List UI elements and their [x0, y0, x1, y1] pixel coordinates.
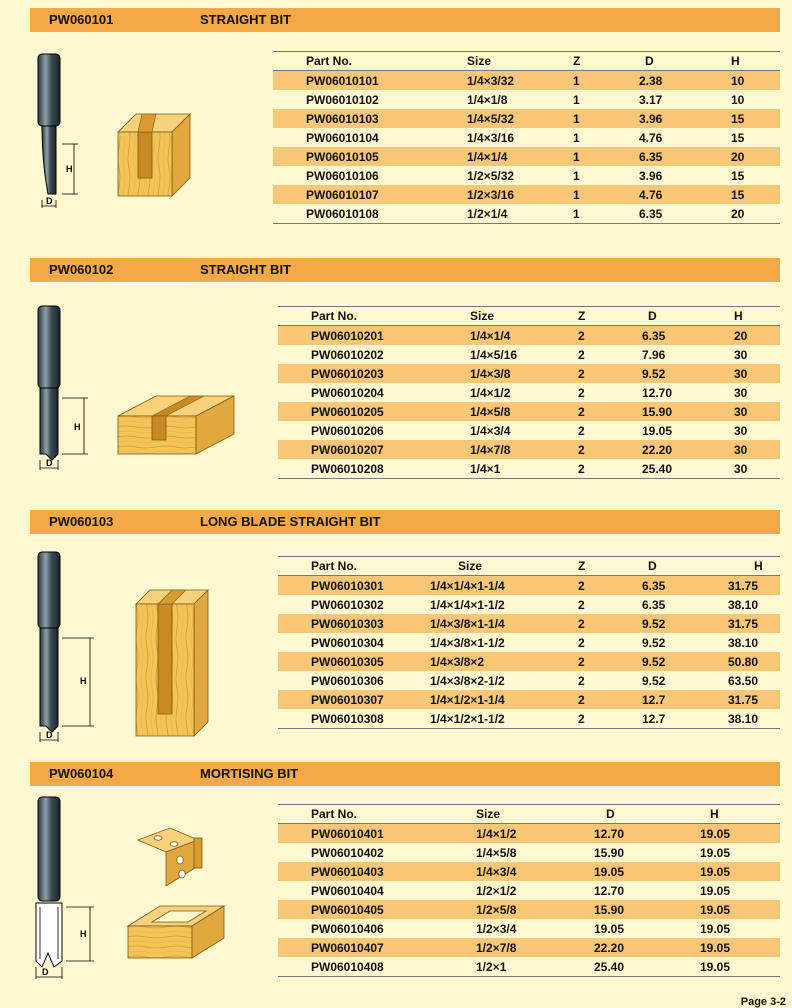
- cell-z: 2: [578, 709, 642, 729]
- product-title: STRAIGHT BIT: [200, 262, 291, 277]
- product-title: MORTISING BIT: [200, 766, 299, 781]
- cell-z: 1: [573, 92, 580, 107]
- h-label: H: [80, 676, 87, 686]
- cell-z: 1: [573, 147, 639, 166]
- cell-z: 1: [573, 204, 639, 224]
- cell-size: 1/4×1/2: [476, 824, 594, 844]
- section-header: [30, 510, 780, 534]
- cell-d: 3.96: [639, 168, 663, 183]
- bit-shank: [38, 552, 60, 628]
- cell-size: 1/4×3/16: [467, 130, 515, 145]
- col-part-no: Part No.: [273, 52, 445, 71]
- cell-part-no: PW06010103: [273, 109, 445, 128]
- bit-shank: [38, 54, 60, 126]
- col-size: Size: [476, 805, 594, 824]
- table-row: [278, 881, 780, 900]
- cell-size: 1/4×1/4: [445, 147, 573, 166]
- cell-z: 1: [573, 130, 580, 145]
- cell-h: 19.05: [700, 862, 780, 881]
- cell-d: 22.20: [594, 938, 700, 957]
- cell-z: 1: [573, 168, 580, 183]
- cell-size: 1/4×5/8: [476, 845, 517, 860]
- cell-h: 31.75: [728, 576, 780, 596]
- cell-d: 19.05: [594, 921, 625, 936]
- cell-z: 1: [573, 109, 639, 128]
- cell-d: 25.40: [642, 459, 728, 479]
- cell-d: 6.35: [639, 147, 725, 166]
- col-d: D: [594, 805, 700, 824]
- col-h: H: [725, 52, 780, 71]
- cell-part-no: PW06010405: [278, 900, 476, 919]
- d-label: D: [46, 458, 53, 468]
- cell-z: 2: [578, 576, 642, 596]
- cell-size: 1/2×3/16: [445, 185, 573, 204]
- col-part-no: Part No.: [278, 557, 426, 576]
- col-d: D: [639, 52, 725, 71]
- bit-cutter: [40, 628, 58, 732]
- table-row: [278, 614, 780, 633]
- cell-d: 4.76: [639, 185, 725, 204]
- mortising-bit-diagram: [28, 795, 108, 985]
- cell-size: 1/2×1/2: [476, 883, 517, 898]
- section-header: [30, 8, 780, 32]
- d-label: D: [46, 730, 53, 740]
- table-header-row: [278, 557, 780, 576]
- cell-part-no: PW06010408: [278, 957, 476, 977]
- cell-z: 2: [578, 385, 585, 400]
- cell-z: 2: [578, 440, 642, 459]
- table-row: [278, 652, 780, 671]
- cell-size: 1/2×5/32: [467, 168, 515, 183]
- deep-groove-workpiece-illustration: [134, 588, 210, 738]
- table-row: [278, 938, 780, 957]
- cell-d: 15.90: [594, 845, 625, 860]
- spec-table: [273, 51, 780, 224]
- bit-cutter: [40, 388, 58, 460]
- cell-z: 2: [578, 597, 585, 612]
- cell-part-no: PW06010407: [278, 938, 476, 957]
- table-row: [278, 919, 780, 938]
- cell-part-no: PW06010304: [311, 635, 384, 650]
- table-header-row: [278, 307, 780, 326]
- table-row: [278, 576, 780, 596]
- cell-size: 1/4×3/8×2: [426, 652, 578, 671]
- table-row: [278, 421, 780, 440]
- cell-z: 2: [578, 673, 585, 688]
- table-row: [278, 843, 780, 862]
- col-size: Size: [448, 307, 578, 326]
- cell-h: 20: [725, 204, 780, 224]
- h-label: H: [66, 164, 73, 174]
- cell-d: 12.70: [642, 385, 673, 400]
- table-row: [278, 326, 780, 346]
- cell-z: 2: [578, 652, 642, 671]
- col-z: Z: [573, 52, 639, 71]
- cell-h: 30: [728, 364, 780, 383]
- cell-h: 19.05: [700, 921, 731, 936]
- cell-part-no: PW06010302: [311, 597, 384, 612]
- cell-d: 9.52: [642, 635, 666, 650]
- cell-part-no: PW06010301: [278, 576, 426, 596]
- long-blade-bit-diagram: [28, 550, 103, 745]
- cell-d: 3.17: [639, 92, 663, 107]
- cell-z: 2: [578, 690, 642, 709]
- d-label: D: [42, 967, 49, 977]
- cell-d: 15.90: [642, 402, 728, 421]
- cell-d: 9.52: [642, 614, 728, 633]
- cell-h: 19.05: [700, 883, 731, 898]
- section-header: [30, 762, 780, 786]
- table-row: [273, 90, 780, 109]
- col-size: Size: [445, 52, 573, 71]
- cell-part-no: PW06010208: [278, 459, 448, 479]
- straight-bit-diagram: [28, 304, 98, 474]
- cell-d: 12.7: [642, 690, 728, 709]
- cell-size: 1/4×3/4: [470, 423, 511, 438]
- table-body: [278, 824, 780, 977]
- cell-part-no: PW06010108: [273, 204, 445, 224]
- product-code: PW060103: [49, 514, 114, 529]
- cell-h: 30: [734, 423, 748, 438]
- cell-part-no: PW06010308: [278, 709, 426, 729]
- cell-size: 1/4×3/8×1-1/2: [430, 635, 505, 650]
- product-code: PW060104: [49, 766, 114, 781]
- cell-h: 38.10: [728, 597, 759, 612]
- table-body: [273, 71, 780, 224]
- cell-size: 1/2×7/8: [476, 938, 594, 957]
- table-row: [278, 709, 780, 729]
- cell-h: 19.05: [700, 845, 731, 860]
- cell-h: 15: [731, 168, 745, 183]
- cell-size: 1/4×5/8: [448, 402, 578, 421]
- cell-z: 2: [578, 402, 642, 421]
- cell-d: 6.35: [642, 326, 728, 346]
- cell-part-no: PW06010203: [278, 364, 448, 383]
- cell-h: 38.10: [728, 635, 759, 650]
- cell-part-no: PW06010404: [311, 883, 384, 898]
- h-label: H: [80, 929, 87, 939]
- cell-size: 1/4×1/2×1-1/2: [426, 709, 578, 729]
- cell-h: 20: [728, 326, 780, 346]
- cell-h: 63.50: [728, 673, 759, 688]
- col-h: H: [728, 307, 780, 326]
- cell-part-no: PW06010206: [311, 423, 384, 438]
- cell-d: 12.7: [642, 709, 728, 729]
- col-z: Z: [578, 307, 642, 326]
- cell-part-no: PW06010303: [278, 614, 426, 633]
- cell-part-no: PW06010305: [278, 652, 426, 671]
- cell-part-no: PW06010403: [278, 862, 476, 881]
- cell-size: 1/4×1/2: [470, 385, 511, 400]
- cell-h: 15: [725, 185, 780, 204]
- col-z: Z: [578, 557, 642, 576]
- cell-d: 22.20: [642, 440, 728, 459]
- cell-d: 2.38: [639, 71, 725, 91]
- table-row: [278, 824, 780, 844]
- cell-size: 1/4×3/32: [445, 71, 573, 91]
- cell-part-no: PW06010107: [273, 185, 445, 204]
- cell-size: 1/4×3/8: [448, 364, 578, 383]
- cell-part-no: PW06010102: [306, 92, 379, 107]
- cell-h: 30: [728, 402, 780, 421]
- product-code: PW060101: [49, 12, 114, 27]
- cell-h: 19.05: [700, 824, 780, 844]
- cell-z: 1: [573, 71, 639, 91]
- cell-d: 6.35: [639, 204, 725, 224]
- cell-d: 15.90: [594, 900, 700, 919]
- product-code: PW060102: [49, 262, 114, 277]
- col-h: H: [700, 805, 780, 824]
- cell-d: 9.52: [642, 652, 728, 671]
- hinge-illustration: [136, 826, 216, 890]
- cell-z: 2: [578, 364, 642, 383]
- cell-z: 2: [578, 423, 585, 438]
- cell-h: 10: [731, 92, 745, 107]
- cell-size: 1/2×5/8: [476, 900, 594, 919]
- spec-table: [278, 306, 780, 479]
- cell-part-no: PW06010201: [278, 326, 448, 346]
- cell-h: 19.05: [700, 957, 780, 977]
- spec-table: [278, 556, 780, 729]
- cell-h: 20: [725, 147, 780, 166]
- groove-workpiece-illustration: [116, 394, 236, 458]
- cell-d: 12.70: [594, 824, 700, 844]
- col-size: Size: [426, 557, 578, 576]
- cell-d: 3.96: [639, 109, 725, 128]
- d-label: D: [46, 196, 53, 206]
- cell-size: 1/4×1/4: [448, 326, 578, 346]
- cell-h: 31.75: [728, 614, 780, 633]
- cell-d: 7.96: [642, 347, 666, 362]
- cell-size: 1/4×5/32: [445, 109, 573, 128]
- col-part-no: Part No.: [278, 805, 476, 824]
- cell-part-no: PW06010401: [278, 824, 476, 844]
- cell-size: 1/2×3/4: [476, 921, 517, 936]
- straight-bit-diagram: [28, 52, 98, 212]
- table-row: [278, 345, 780, 364]
- col-d: D: [642, 307, 728, 326]
- cell-h: 15: [731, 130, 745, 145]
- col-part-no: Part No.: [278, 307, 448, 326]
- table-row: [278, 364, 780, 383]
- bit-shank: [38, 797, 60, 901]
- bit-cutter: [42, 126, 56, 194]
- cell-d: 25.40: [594, 957, 700, 977]
- cell-size: 1/4×3/8×2-1/2: [430, 673, 505, 688]
- cell-h: 15: [725, 109, 780, 128]
- cell-h: 19.05: [700, 938, 780, 957]
- table-row: [278, 595, 780, 614]
- cell-part-no: PW06010105: [273, 147, 445, 166]
- product-title: STRAIGHT BIT: [200, 12, 291, 27]
- cell-part-no: PW06010406: [311, 921, 384, 936]
- table-row: [278, 957, 780, 977]
- table-row: [273, 204, 780, 224]
- bit-shank: [38, 306, 60, 388]
- table-row: [273, 166, 780, 185]
- col-d: D: [642, 557, 728, 576]
- table-row: [273, 147, 780, 166]
- table-header-row: [273, 52, 780, 71]
- section-header: [30, 258, 780, 282]
- page-number: Page 3-2: [740, 996, 786, 1008]
- cell-size: 1/4×1/4×1-1/4: [426, 576, 578, 596]
- cell-h: 10: [725, 71, 780, 91]
- table-row: [278, 690, 780, 709]
- cell-size: 1/4×3/8×1-1/4: [426, 614, 578, 633]
- table-row: [273, 128, 780, 147]
- spec-table: [278, 804, 780, 977]
- cell-z: 2: [578, 635, 585, 650]
- cell-part-no: PW06010202: [311, 347, 384, 362]
- cell-part-no: PW06010106: [306, 168, 379, 183]
- cell-d: 12.70: [594, 883, 625, 898]
- table-row: [278, 440, 780, 459]
- cell-z: 2: [578, 347, 585, 362]
- cell-part-no: PW06010204: [311, 385, 384, 400]
- cell-size: 1/4×1/4×1-1/2: [430, 597, 505, 612]
- product-title: LONG BLADE STRAIGHT BIT: [200, 514, 381, 529]
- cell-size: 1/4×1/2×1-1/4: [426, 690, 578, 709]
- cell-h: 31.75: [728, 690, 780, 709]
- table-row: [273, 185, 780, 204]
- cell-z: 2: [578, 459, 642, 479]
- cell-h: 19.05: [700, 900, 780, 919]
- table-body: [278, 326, 780, 479]
- cell-part-no: PW06010104: [306, 130, 379, 145]
- cell-z: 2: [578, 326, 642, 346]
- cell-part-no: PW06010402: [311, 845, 384, 860]
- cell-d: 4.76: [639, 130, 663, 145]
- cell-size: 1/4×3/4: [476, 862, 594, 881]
- table-header-row: [278, 805, 780, 824]
- table-row: [278, 459, 780, 479]
- cell-h: 30: [734, 385, 748, 400]
- table-row: [278, 671, 780, 690]
- table-body: [278, 576, 780, 729]
- table-row: [278, 862, 780, 881]
- cell-z: 1: [573, 185, 639, 204]
- cell-d: 6.35: [642, 597, 666, 612]
- cell-size: 1/2×1: [476, 957, 594, 977]
- cell-h: 30: [734, 347, 748, 362]
- cell-part-no: PW06010101: [273, 71, 445, 91]
- cell-h: 38.10: [728, 709, 780, 729]
- cell-part-no: PW06010307: [278, 690, 426, 709]
- cell-size: 1/4×1: [448, 459, 578, 479]
- cell-d: 9.52: [642, 364, 728, 383]
- table-row: [273, 109, 780, 128]
- cell-d: 6.35: [642, 576, 728, 596]
- mortise-workpiece-illustration: [126, 904, 226, 962]
- cell-d: 9.52: [642, 673, 666, 688]
- cell-d: 19.05: [642, 423, 673, 438]
- cell-z: 2: [578, 614, 642, 633]
- cell-size: 1/4×7/8: [448, 440, 578, 459]
- table-row: [278, 900, 780, 919]
- table-row: [278, 402, 780, 421]
- cell-part-no: PW06010306: [311, 673, 384, 688]
- col-h: H: [728, 557, 780, 576]
- cell-d: 19.05: [594, 862, 700, 881]
- table-row: [278, 633, 780, 652]
- cell-part-no: PW06010205: [278, 402, 448, 421]
- cell-size: 1/4×5/16: [470, 347, 518, 362]
- cell-size: 1/4×1/8: [467, 92, 508, 107]
- h-label: H: [74, 422, 81, 432]
- groove-workpiece-illustration: [116, 108, 196, 198]
- cell-h: 50.80: [728, 652, 780, 671]
- table-row: [273, 71, 780, 91]
- table-row: [278, 383, 780, 402]
- cell-h: 30: [728, 440, 780, 459]
- cell-size: 1/2×1/4: [445, 204, 573, 224]
- cell-h: 30: [728, 459, 780, 479]
- cell-part-no: PW06010207: [278, 440, 448, 459]
